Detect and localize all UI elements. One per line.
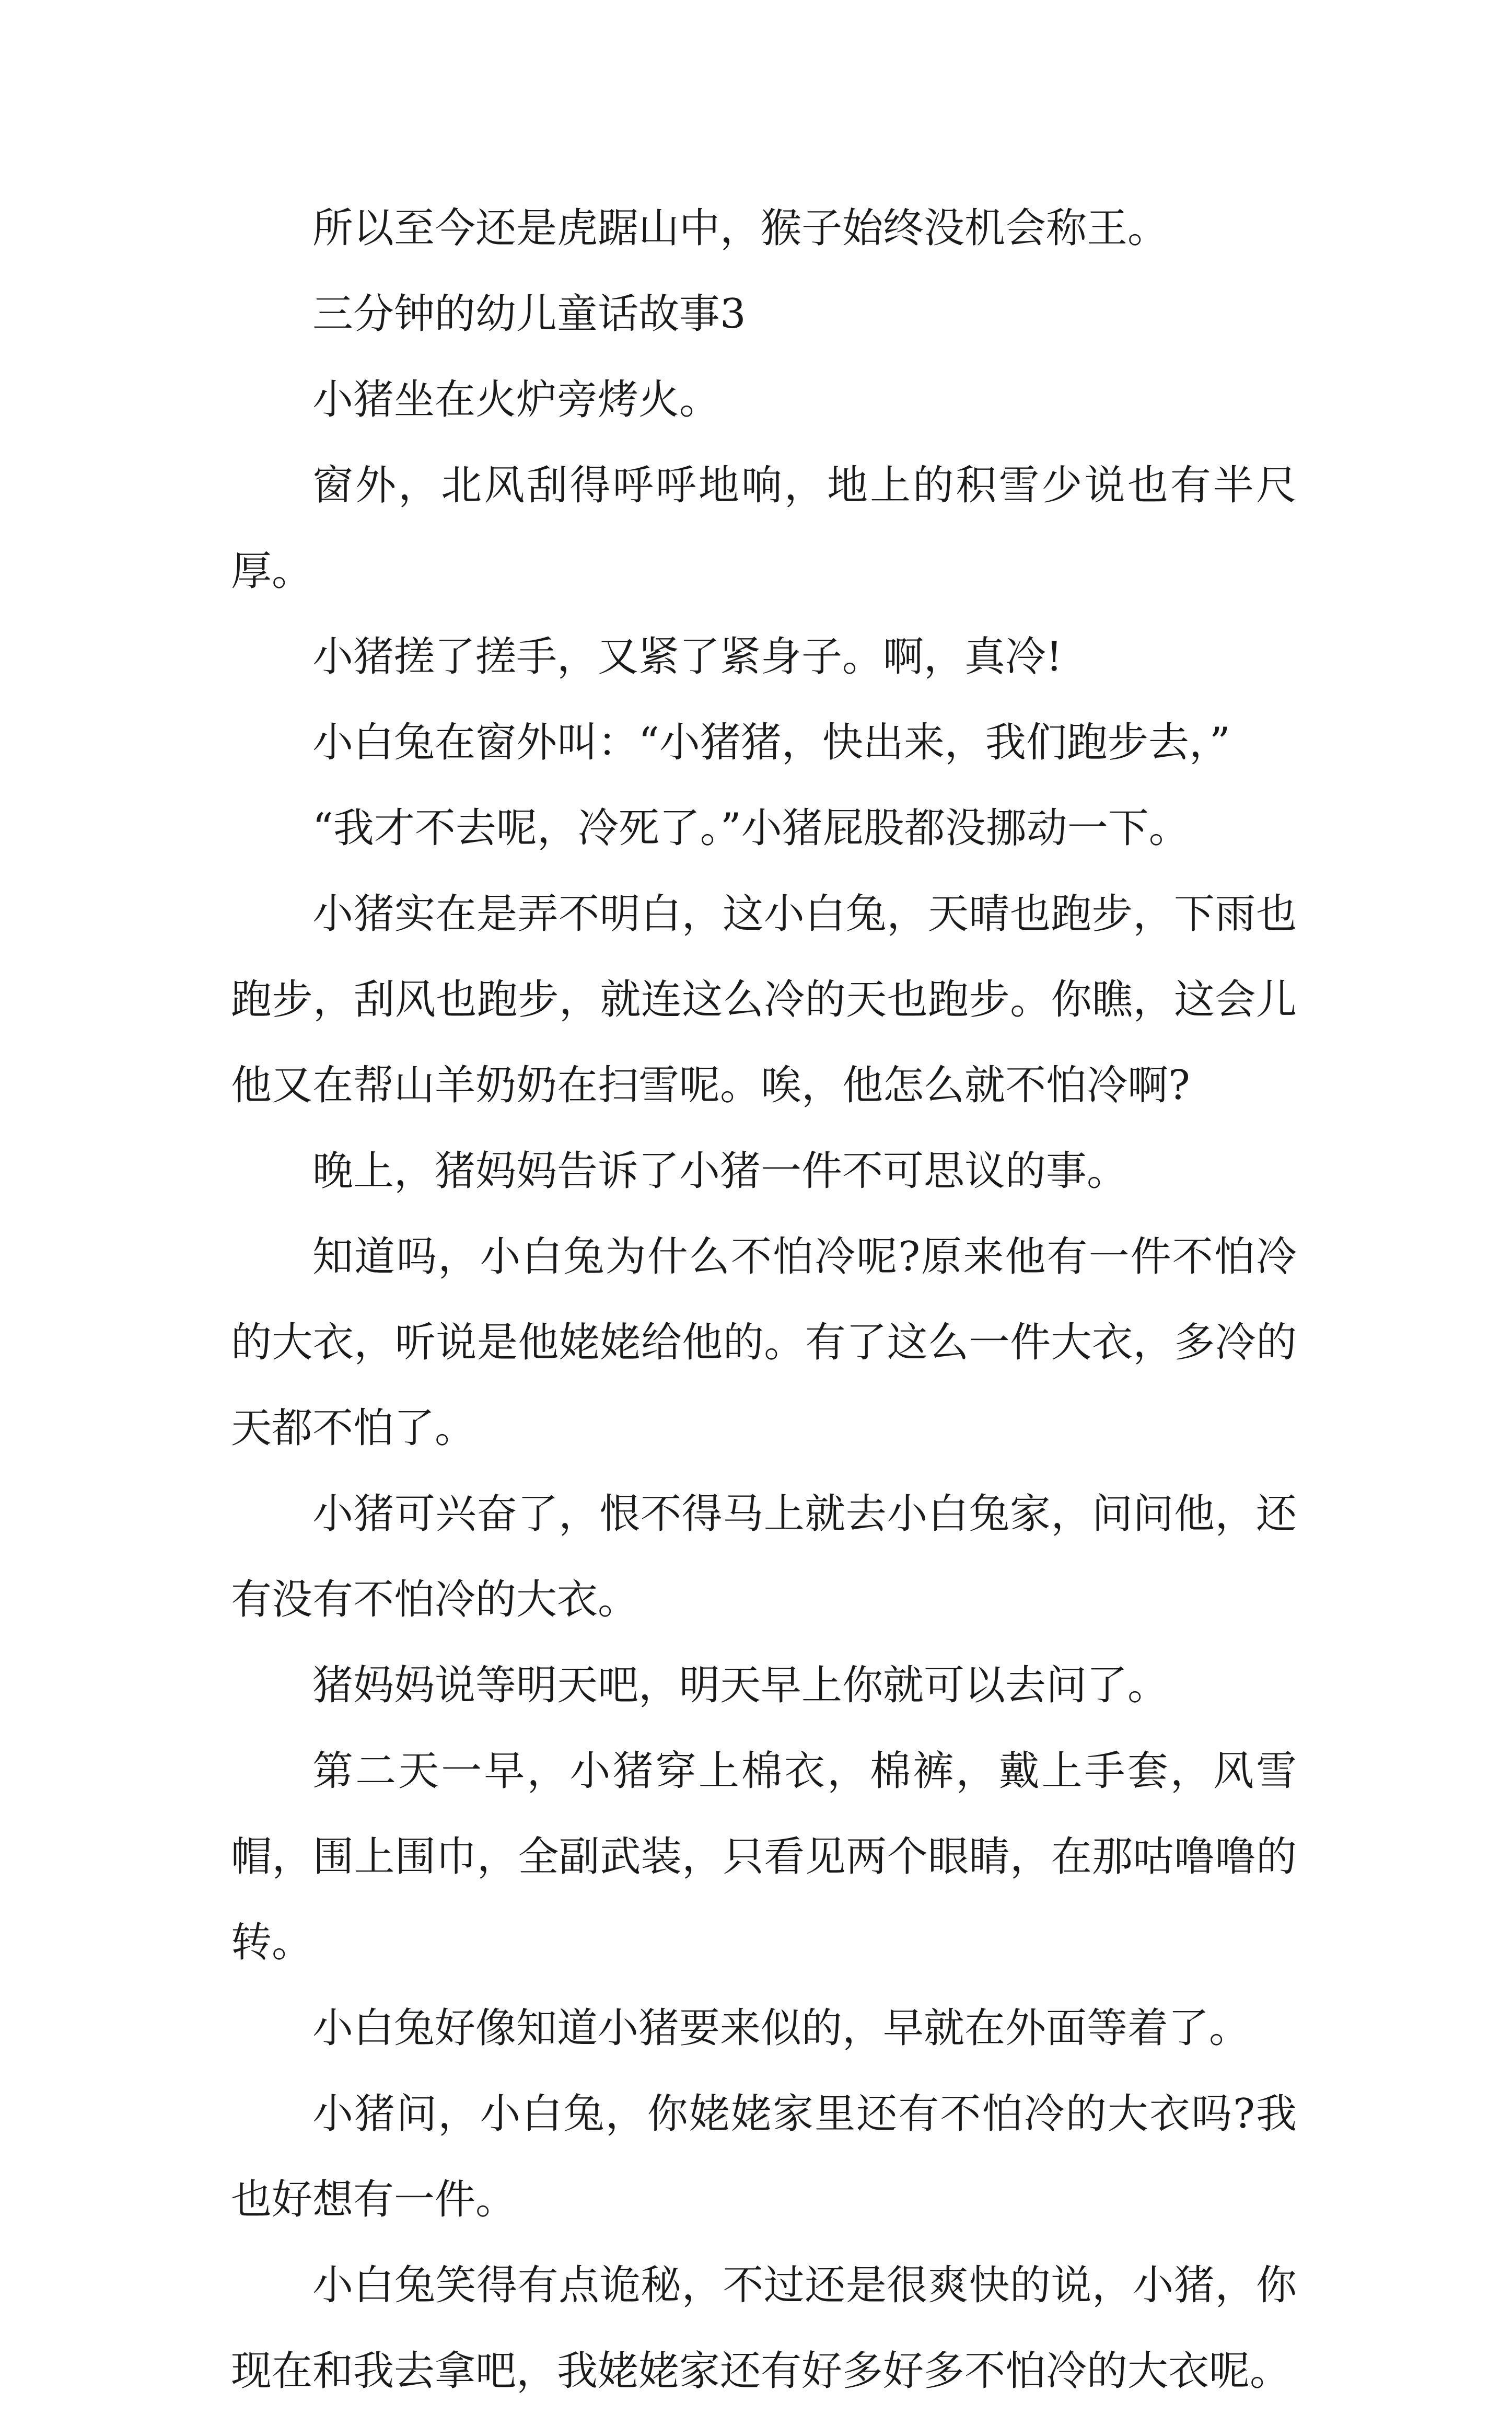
- paragraph: 小猪搓了搓手，又紧了紧身子。啊，真冷!: [312, 633, 1063, 680]
- paragraph: 知道吗，小白兔为什么不怕冷呢?原来他有一件不怕冷的大衣，听说是他姥姥给他的。有了这么一件大衣，多冷的天都不怕了。: [231, 1233, 1297, 1452]
- paragraph: 第二天一早，小猪穿上棉衣，棉裤，戴上手套，风雪帽，围上围巾，全副武装，只看见两个眼睛，在那咕噜噜的转。: [231, 1748, 1297, 1966]
- paragraph: 所以至今还是虎踞山中，猴子始终没机会称王。: [312, 205, 1169, 252]
- story-title: 三分钟的幼儿童话故事3: [312, 291, 746, 338]
- paragraph: 猪妈妈说等明天吧，明天早上你就可以去问了。: [312, 1662, 1169, 1709]
- paragraph: 小白兔好像知道小猪要来似的，早就在外面等着了。: [312, 2005, 1250, 2052]
- paragraph: 小猪问，小白兔，你姥姥家里还有不怕冷的大衣吗?我也好想有一件。: [231, 2090, 1297, 2223]
- paragraph: 窗外，北风刮得呼呼地响，地上的积雪少说也有半尺厚。: [231, 462, 1297, 595]
- paragraph: 小猪实在是弄不明白，这小白兔，天晴也跑步，下雨也跑步，刮风也跑步，就连这么冷的天也跑步。你瞧，这会儿他又在帮山羊奶奶在扫雪呢。唉，他怎么就不怕冷啊?: [231, 891, 1297, 1109]
- paragraph: 小白兔在窗外叫：“小猪猪，快出来，我们跑步去，”: [312, 719, 1230, 766]
- paragraph: “我才不去呢，冷死了。”小猪屁股都没挪动一下。: [312, 805, 1190, 852]
- paragraph: 小猪可兴奋了，恨不得马上就去小白兔家，问问他，还有没有不怕冷的大衣。: [231, 1491, 1297, 1623]
- paragraph: 小猪坐在火炉旁烤火。: [312, 376, 720, 423]
- paragraph: 晚上，猪妈妈告诉了小猪一件不可思议的事。: [312, 1148, 1128, 1195]
- document-body: [231, 186, 1297, 2414]
- paragraph: 小白兔笑得有点诡秘，不过还是很爽快的说，小猪，你现在和我去拿吧，我姥姥家还有好多好多不怕冷的大衣呢。: [231, 2262, 1297, 2395]
